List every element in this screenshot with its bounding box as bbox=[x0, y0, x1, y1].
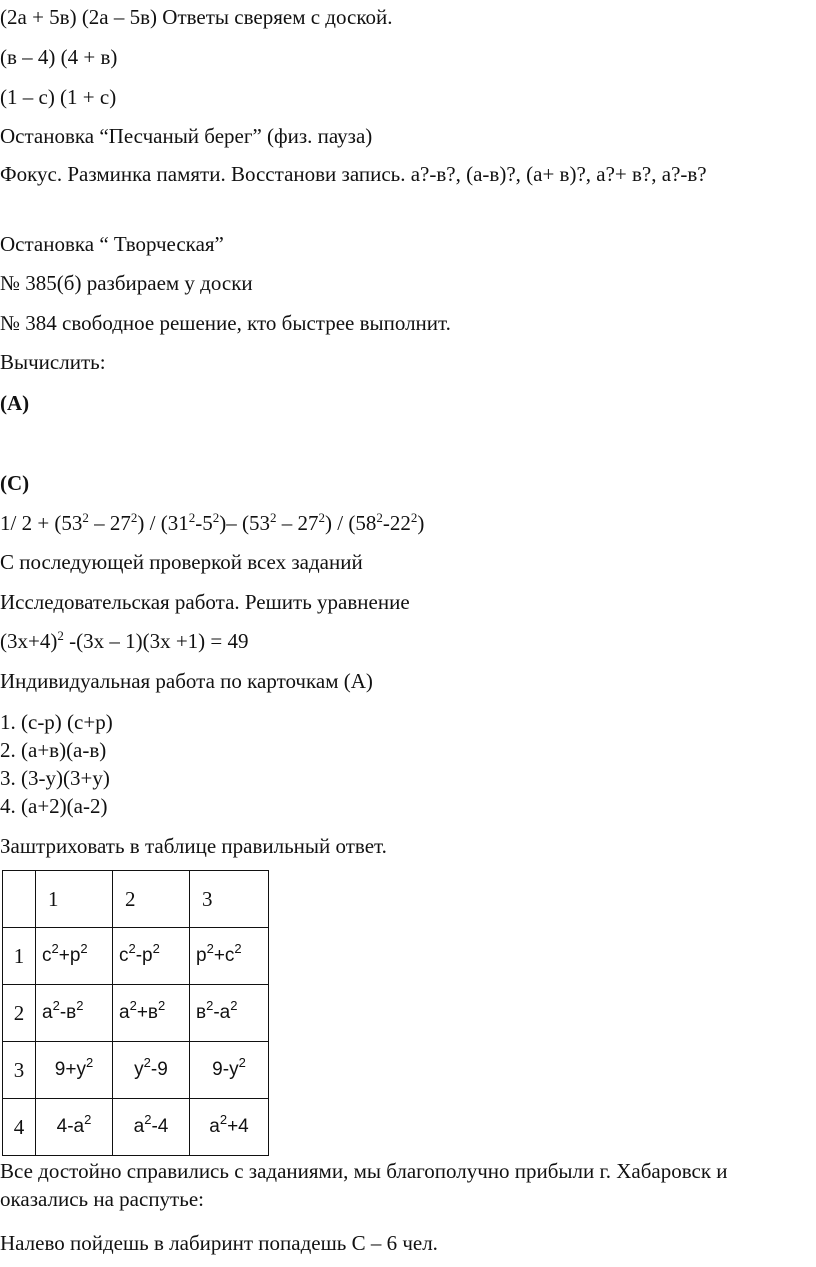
answer-cell[interactable]: $р^2+с^2$ bbox=[190, 928, 269, 985]
list-item: 4. (а+2)(а-2) bbox=[0, 794, 108, 818]
text-line: № 384 свободное решение, кто быстрее выполнит. bbox=[0, 311, 451, 335]
answer-cell[interactable]: $9+у^2$ bbox=[36, 1042, 113, 1099]
text-line: (2а + 5в) (2а – 5в) Ответы сверяем с доской. bbox=[0, 5, 393, 29]
answer-cell[interactable]: $9-у^2$ bbox=[190, 1042, 269, 1099]
text-paragraph: Фокус. Разминка памяти. Восстанови запись. а?-в?, (а-в)?, (а+ в)?, а?+ в?, а?-в? bbox=[0, 162, 707, 186]
answer-table bbox=[2, 870, 269, 1156]
answer-cell[interactable]: $а^2-в^2$ bbox=[36, 985, 113, 1042]
list-item: 2. (а+в)(а-в) bbox=[0, 738, 107, 762]
answer-cell[interactable]: $4-а^2$ bbox=[36, 1099, 113, 1156]
text-line: Индивидуальная работа по карточкам (А) bbox=[0, 669, 373, 693]
formula-equation: $(3х+4)^2$ -(3х – 1)(3х +1) = 49 bbox=[0, 628, 249, 653]
row-number: 4 bbox=[3, 1099, 36, 1156]
text-line: С последующей проверкой всех заданий bbox=[0, 550, 363, 574]
text-line: (в – 4) (4 + в) bbox=[0, 45, 118, 69]
text-line: Остановка “ Творческая” bbox=[0, 232, 224, 256]
text-line: Остановка “Песчаный берег” (физ. пауза) bbox=[0, 124, 373, 148]
answer-cell[interactable]: $а^2-4$ bbox=[113, 1099, 190, 1156]
answer-cell[interactable]: $а^2+4$ bbox=[190, 1099, 269, 1156]
table-row bbox=[3, 928, 269, 985]
table-header-cell: 1 bbox=[36, 871, 113, 928]
section-heading: (С) bbox=[0, 471, 30, 495]
list-item: 3. (3-у)(3+у) bbox=[0, 766, 110, 790]
table-row bbox=[3, 1042, 269, 1099]
text-line: Исследовательская работа. Решить уравнение bbox=[0, 590, 410, 614]
text-line: Заштриховать в таблице правильный ответ. bbox=[0, 834, 387, 858]
table-row bbox=[3, 1099, 269, 1156]
answer-cell[interactable]: $в^2-а^2$ bbox=[190, 985, 269, 1042]
section-heading: (А) bbox=[0, 391, 30, 415]
table-header-cell bbox=[3, 871, 36, 928]
text-line: № 385(б) разбираем у доски bbox=[0, 271, 253, 295]
table-row bbox=[3, 985, 269, 1042]
text-line: (1 – с) (1 + с) bbox=[0, 85, 117, 109]
answer-cell[interactable]: $с^2+р^2$ bbox=[36, 928, 113, 985]
list-item: 1. (с-р) (с+р) bbox=[0, 710, 113, 734]
table-header-cell: 3 bbox=[190, 871, 269, 928]
table-header-row bbox=[3, 871, 269, 928]
formula-compute: 1/ $2 + (53^2 - 27^2) / (31^2-5^2)-$ $(53^2 - 27^2) / (58^2-22^2)$ bbox=[0, 510, 425, 535]
answer-cell[interactable]: $у^2-9$ bbox=[113, 1042, 190, 1099]
answer-cell[interactable]: $с^2-р^2$ bbox=[113, 928, 190, 985]
table-header-cell: 2 bbox=[113, 871, 190, 928]
text-paragraph: Все достойно справились с заданиями, мы благополучно прибыли г. Хабаровск и оказались на распутье: bbox=[0, 1159, 728, 1211]
answer-cell[interactable]: $а^2+в^2$ bbox=[113, 985, 190, 1042]
row-number: 2 bbox=[3, 985, 36, 1042]
text-line: Налево пойдешь в лабиринт попадешь С – 6 чел. bbox=[0, 1231, 438, 1255]
row-number: 3 bbox=[3, 1042, 36, 1099]
text-line: Вычислить: bbox=[0, 350, 106, 374]
row-number: 1 bbox=[3, 928, 36, 985]
